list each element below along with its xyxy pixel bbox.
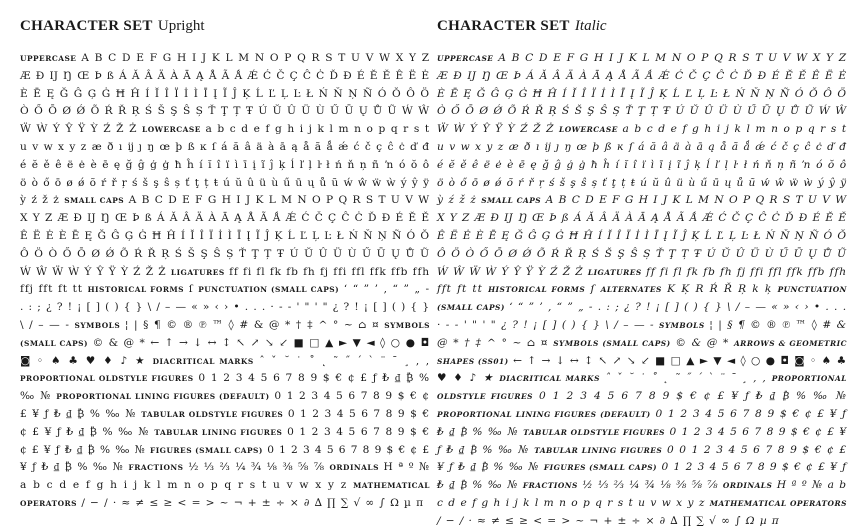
section-label: LIGATURES: [170, 267, 225, 277]
section-glyphs: ← ↑ → ↓ ↔ ↕ ↖ ↗ ↘ ↙ ■ □ ▲ ► ▼ ◄ ◊ ○ ● ◘ ◙ ◦ ♠ ♣ ♥ ♦ ♪ ★: [437, 354, 847, 385]
italic-title: [437, 0, 847, 40]
upright-column: [20, 0, 430, 509]
section-label: UPPERCASE: [437, 54, 494, 63]
section-glyphs: ‘ “ ” ’ , “ ” „ - . : ; ¿ ? ! ¡ [ ] ( ) { } \ / – — « » ‹ › • . . . · - - ' " ' " ¿ ? ! ¡ [ ] ( ) { } \ / – — -: [20, 283, 430, 331]
section-label: PROPORTIONAL OLDSTYLE FIGURES: [437, 374, 847, 402]
section-glyphs: 0 1 2 3 4 5 6 7 8 9 $ € ¢ £ ¥ ƒ ₺ ₫ ₿ % ‰ №: [20, 390, 430, 420]
section-glyphs: a b c d e f g h i j k l m n o p q r s t u v w x y z æ ð ı ĳ ȷ ŋ œ þ ß ĸ ſ á ă â ä à ā ą å ã ǻ ǽ ć č ç ĉ ċ ď đ é ĕ ě ê ë ė è ē ę ğ ĝ ģ ġ ħ ĥ í ĭ î ï ì ī į ĩ ĵ ķ ĺ ľ ļ ŀ ł ń ň ņ ñ ŉ ó ŏ ô ö ò ő ō ø ǿ õ ŕ ř ŗ ś š ş ŝ ș ť ţ ț ŧ ú ŭ û ü ù ű ū ų ů ũ ẃ ŵ ẅ ẁ ý ŷ ÿ ỳ ź ž ż: [437, 123, 847, 207]
section-glyphs: ˆ ˇ ˘ ˙ ˚ ˛ ˜ ˝ ´ ` ¨ ¯ ¸ ‚ ,: [259, 354, 430, 367]
section-glyphs: A B C D E F G H I J K L M N O P Q R S T U V W X Y Z Æ Ð Ĳ Ŋ Œ Þ ß Á Ă Â Ä À Ā Ą Å Ã Ǻ Ǽ Ć Č Ç Ĉ Ċ Ď Đ É Ĕ Ě Ê Ë Ė È Ē Ę Ğ Ĝ Ģ Ġ Ħ Ĥ Í Ĭ Î Ï İ Ì Ī Į Ĩ Ĵ Ķ Ĺ Ľ Ļ Ŀ Ł Ń Ň Ņ Ñ Ó Ŏ Ô Ö Ò Ő Ō Ø Ǿ Õ Ŕ Ř Ŗ Ś Š Ş Ŝ Ș Ť Ţ Ț Ŧ Ú Ŭ Û Ü Ù Ű Ū Ų Ů Ũ Ẃ Ŵ Ẅ Ẁ Ý Ŷ Ÿ Ỳ Ź Ž Ż: [437, 194, 847, 278]
section-label: PROPORTIONAL LINING FIGURES (DEFAULT): [56, 392, 270, 402]
section-label: MATHEMATICAL OPERATORS: [20, 481, 430, 508]
italic-column: [437, 0, 848, 527]
section-glyphs: © & @ *: [92, 336, 146, 349]
section-label: TABULAR OLDSTYLE FIGURES: [141, 409, 284, 419]
section-glyphs: ff fi fl fk fb fh fj ffi ffl ffk ffb ffh fft ft tt: [437, 265, 847, 296]
section-glyphs: 0 1 2 3 4 5 6 7 8 9 $ € ¢ £ ¥ ƒ ₺ ₫ ₿ % ‰ №: [20, 443, 430, 474]
italic-title-bold: CHARACTER SET: [437, 18, 570, 34]
section-label: ALTERNATES: [600, 285, 662, 295]
upright-title: [20, 0, 430, 40]
section-glyphs: ½ ⅓ ⅔ ¼ ¾ ⅛ ⅜ ⅝ ⅞: [188, 461, 325, 474]
section-glyphs: ‘ “ ” ’ , “ ” „ - . : ; ¿ ? ! ¡ [ ] ( ) { } \ / – — « » ‹ › • . . . · - - ' " ' " ¿ ? ! ¡ [ ] ( ) { } \ / – — -: [437, 301, 847, 331]
section-label: SYMBOLS (SMALL CAPS): [20, 320, 430, 348]
section-glyphs: 0 1 2 3 4 5 6 7 8 9 $ € ¢ £ ¥ ƒ ₺ ₫ ₿ % ‰ №: [437, 461, 847, 492]
italic-character-list: [437, 50, 847, 531]
section-glyphs: ˆ ˇ ˘ ˙ ˚ ˛ ˜ ˝ ´ ` ¨ ¯ ¸ ‚ ,: [604, 372, 767, 385]
upright-character-list: [20, 50, 430, 513]
section-glyphs: ¦ | § ¶ © ® ℗ ™ ◊ # & @ * † ‡ ^ ° ~ ⌂ ¤: [437, 318, 847, 349]
section-glyphs: A B C D E F G H I J K L M N O P Q R S T U V W X Y Z Æ Ð Ĳ Ŋ Œ Þ ß Á Ă Â Ä À Ā Ą Å Ã Ǻ Ǽ Ć Č Ç Ĉ Ċ Ď Đ É Ĕ Ě Ê Ë Ė È Ē Ę Ğ Ĝ Ģ Ġ Ħ Ĥ Í Ĭ Î Ï İ Ì Ī Į Ĩ Ĵ Ķ Ĺ Ľ Ļ Ŀ Ł Ń Ň Ņ Ñ Ó Ŏ Ô Ö Ò Ő Ō Ø Ǿ Õ Ŕ Ř Ŗ Ś Š Ş Ŝ Ș Ť Ţ Ț Ŧ Ú Ŭ Û Ü Ù Ű Ū Ų Ů Ũ Ẃ Ŵ Ẅ Ẁ Ý Ŷ Ÿ Ỳ Ź Ž Ż: [20, 52, 430, 136]
section-glyphs: A B C D E F G H I J K L M N O P Q R S T U V W X Y Z Æ Ð Ĳ Ŋ Œ Þ Á Ă Â Ä À Ā Ą Å Ã Ǻ Ǽ Ć Č Ç Ĉ Ċ Ď Đ É Ĕ Ě Ê Ë Ė È Ē Ę Ğ Ĝ Ģ Ġ Ħ Ĥ Í Ĭ Î Ï İ Ì Ī Į Ĩ Ĵ Ķ Ĺ Ľ Ļ Ŀ Ł Ń Ň Ņ Ñ Ó Ŏ Ô Ö Ò Ő Ō Ø Ǿ Õ Ŕ Ř Ŗ Ś Š Ş Ŝ Ș Ť Ţ Ț Ŧ Ú Ŭ Û Ü Ù Ű Ū Ų Ů Ũ Ẃ Ŵ Ẅ Ẁ Ý Ŷ Ÿ Ỳ Ź Ž Ż: [437, 52, 847, 136]
section-glyphs: ſ: [188, 283, 194, 296]
section-glyphs: ½ ⅓ ⅔ ¼ ¾ ⅛ ⅜ ⅝ ⅞: [582, 479, 719, 492]
section-label: DIACRITICAL MARKS: [152, 356, 254, 366]
section-label: SYMBOLS (SMALL CAPS): [553, 338, 671, 348]
section-glyphs: 0 1 2 3 4 5 6 7 8 9 $ € ¢ £ ¥ ƒ ₺ ₫ ₿ % ‰ №: [20, 407, 430, 438]
upright-title-style: Upright: [157, 18, 205, 34]
section-label: PROPORTIONAL OLDSTYLE FIGURES: [20, 374, 194, 384]
section-label: LIGATURES: [587, 267, 642, 277]
section-glyphs: © & @ *: [675, 336, 730, 349]
section-label: SYMBOLS: [74, 320, 121, 330]
section-glyphs: 0 1 2 3 4 5 6 7 8 9 $ € ¢ £ ¥ ƒ ₺ ₫ ₿ % ‰ №: [437, 407, 847, 438]
section-label: ARROWS & GEOMETRIC SHAPES (SS01): [437, 338, 848, 366]
section-glyphs: / − / · ≈ ≠ ≤ ≥ < = > ~ ¬ + ± ÷ × ∂ ∆ ∏ ∑ √ ∞ ∫ Ω µ π: [437, 514, 780, 527]
section-glyphs: H ª º № a b c d e f g h i j k l m n o p q r s t u v w x y z: [20, 461, 430, 492]
section-glyphs: 0 0 1 2 3 4 5 6 7 8 9 $ € ¢ £ ¥ ƒ ₺ ₫ ₿ % ‰ №: [437, 443, 847, 474]
section-label: PROPORTIONAL LINING FIGURES (DEFAULT): [437, 409, 651, 419]
section-glyphs: 0 1 2 3 4 5 6 7 8 9 $ € ¢ £ ¥ ƒ ₺ ₫ ₿ % ‰ №: [20, 425, 431, 456]
section-glyphs: ff fi fl fk fb fh fj ffi ffl ffk ffb ffh ffj fft ft tt: [20, 265, 430, 296]
section-glyphs: 0 1 2 3 4 5 6 7 8 9 $ € ¢ £ ¥ ƒ ₺ ₫ ₿ % ‰ №: [437, 425, 847, 456]
section-glyphs: 0 1 2 3 4 5 6 7 8 9 $ € ¢ £ ƒ ₺ ₫ ₿ % ‰ №: [20, 372, 430, 403]
section-glyphs: a b c d e f g h i j k l m n o p q r s t u v w x y z æ ð ı ĳ ȷ ŋ œ þ ß ĸ ſ á ă â ä à ā ą å ã ǻ ǽ ć č ç ĉ ċ ď đ é ĕ ě ê ë ė è ē ę ğ ĝ ģ ġ ħ ĥ í ĭ î ï ì ī į ĩ ĵ ķ ĺ ľ ļ ŀ ł ń ň ņ ñ ŉ ó ŏ ô ö ò ő ō ø ǿ õ ŕ ř ŗ ś š ş ŝ ș ť ţ ț ŧ ú ŭ û ü ù ű ū ų ů ũ ẃ ŵ ẅ ẁ ý ŷ ÿ ỳ ź ž ż: [20, 123, 430, 207]
section-glyphs: ← ↑ → ↓ ↔ ↕ ↖ ↗ ↘ ↙ ■ □ ▲ ► ▼ ◄ ◊ ○ ● ◘ ◙ ◦ ♠ ♣ ♥ ♦ ♪ ★: [20, 336, 430, 367]
section-glyphs: ¦ | § ¶ © ® ℗ ™ ◊ # & @ * † ‡ ^ ° ~ ⌂ ¤: [124, 318, 380, 331]
section-label: HISTORICAL FORMS: [488, 285, 586, 295]
section-label: SMALL CAPS: [64, 196, 125, 206]
section-label: ORDINALS: [722, 481, 773, 491]
section-glyphs: H ª º № a b c d e f g h i j k l m n o p q r s t u v w x y z: [437, 479, 847, 509]
section-label: SYMBOLS: [659, 320, 705, 330]
section-label: PUNCTUATION (SMALL CAPS): [437, 285, 847, 313]
section-label: FIGURES (SMALL CAPS): [149, 445, 263, 455]
section-label: PUNCTUATION (SMALL CAPS): [198, 285, 340, 295]
section-label: FRACTIONS: [522, 481, 578, 491]
upright-title-bold: CHARACTER SET: [20, 18, 153, 34]
section-glyphs: K Ķ R Ŕ Ř Ŗ k ķ: [667, 283, 773, 296]
section-label: FIGURES (SMALL CAPS): [543, 463, 658, 473]
section-label: DIACRITICAL MARKS: [499, 374, 600, 384]
section-label: MATHEMATICAL OPERATORS: [709, 498, 847, 508]
section-glyphs: / − / · ≈ ≠ ≤ ≥ < = > ~ ¬ + ± ÷ × ∂ ∆ ∏ ∑ √ ∞ ∫ Ω µ π: [81, 496, 424, 509]
section-label: UPPERCASE: [20, 54, 77, 63]
section-label: FRACTIONS: [128, 463, 184, 473]
italic-title-style: Italic: [574, 18, 607, 34]
section-label: TABULAR LINING FIGURES: [534, 445, 663, 455]
section-label: TABULAR OLDSTYLE FIGURES: [523, 427, 666, 437]
section-label: TABULAR LINING FIGURES: [154, 427, 283, 437]
section-label: LOWERCASE: [142, 125, 201, 135]
section-glyphs: A B C D E F G H I J K L M N O P Q R S T U V W X Y Z Æ Ð Ĳ Ŋ Œ Þ ß Á Ă Â Ä À Ā Ą Å Ã Ǻ Ǽ Ć Č Ç Ĉ Ċ Ď Đ É Ĕ Ě Ê Ë Ė È Ē Ę Ğ Ĝ Ģ Ġ Ħ Ĥ Í Ĭ Î Ï İ Ì Ī Į Ĩ Ĵ Ķ Ĺ Ľ Ļ Ŀ Ł Ń Ň Ņ Ñ Ó Ŏ Ô Ö Ò Ő Ō Ø Ǿ Õ Ŕ Ř Ŗ Ś Š Ş Ŝ Ș Ť Ţ Ț Ŧ Ú Ŭ Û Ü Ù Ű Ū Ų Ů Ũ Ẃ Ŵ Ẅ Ẁ Ý Ŷ Ÿ Ỳ Ź Ž Ż: [20, 194, 430, 278]
section-glyphs: 0 1 2 3 4 5 6 7 8 9 $ € ¢ £ ¥ ƒ ₺ ₫ ₿ % ‰ №: [539, 390, 847, 403]
section-glyphs: ſ: [590, 283, 596, 296]
section-label: LOWERCASE: [559, 125, 618, 135]
section-label: ORDINALS: [329, 463, 379, 473]
section-label: HISTORICAL FORMS: [87, 285, 185, 295]
section-label: SMALL CAPS: [481, 196, 542, 206]
